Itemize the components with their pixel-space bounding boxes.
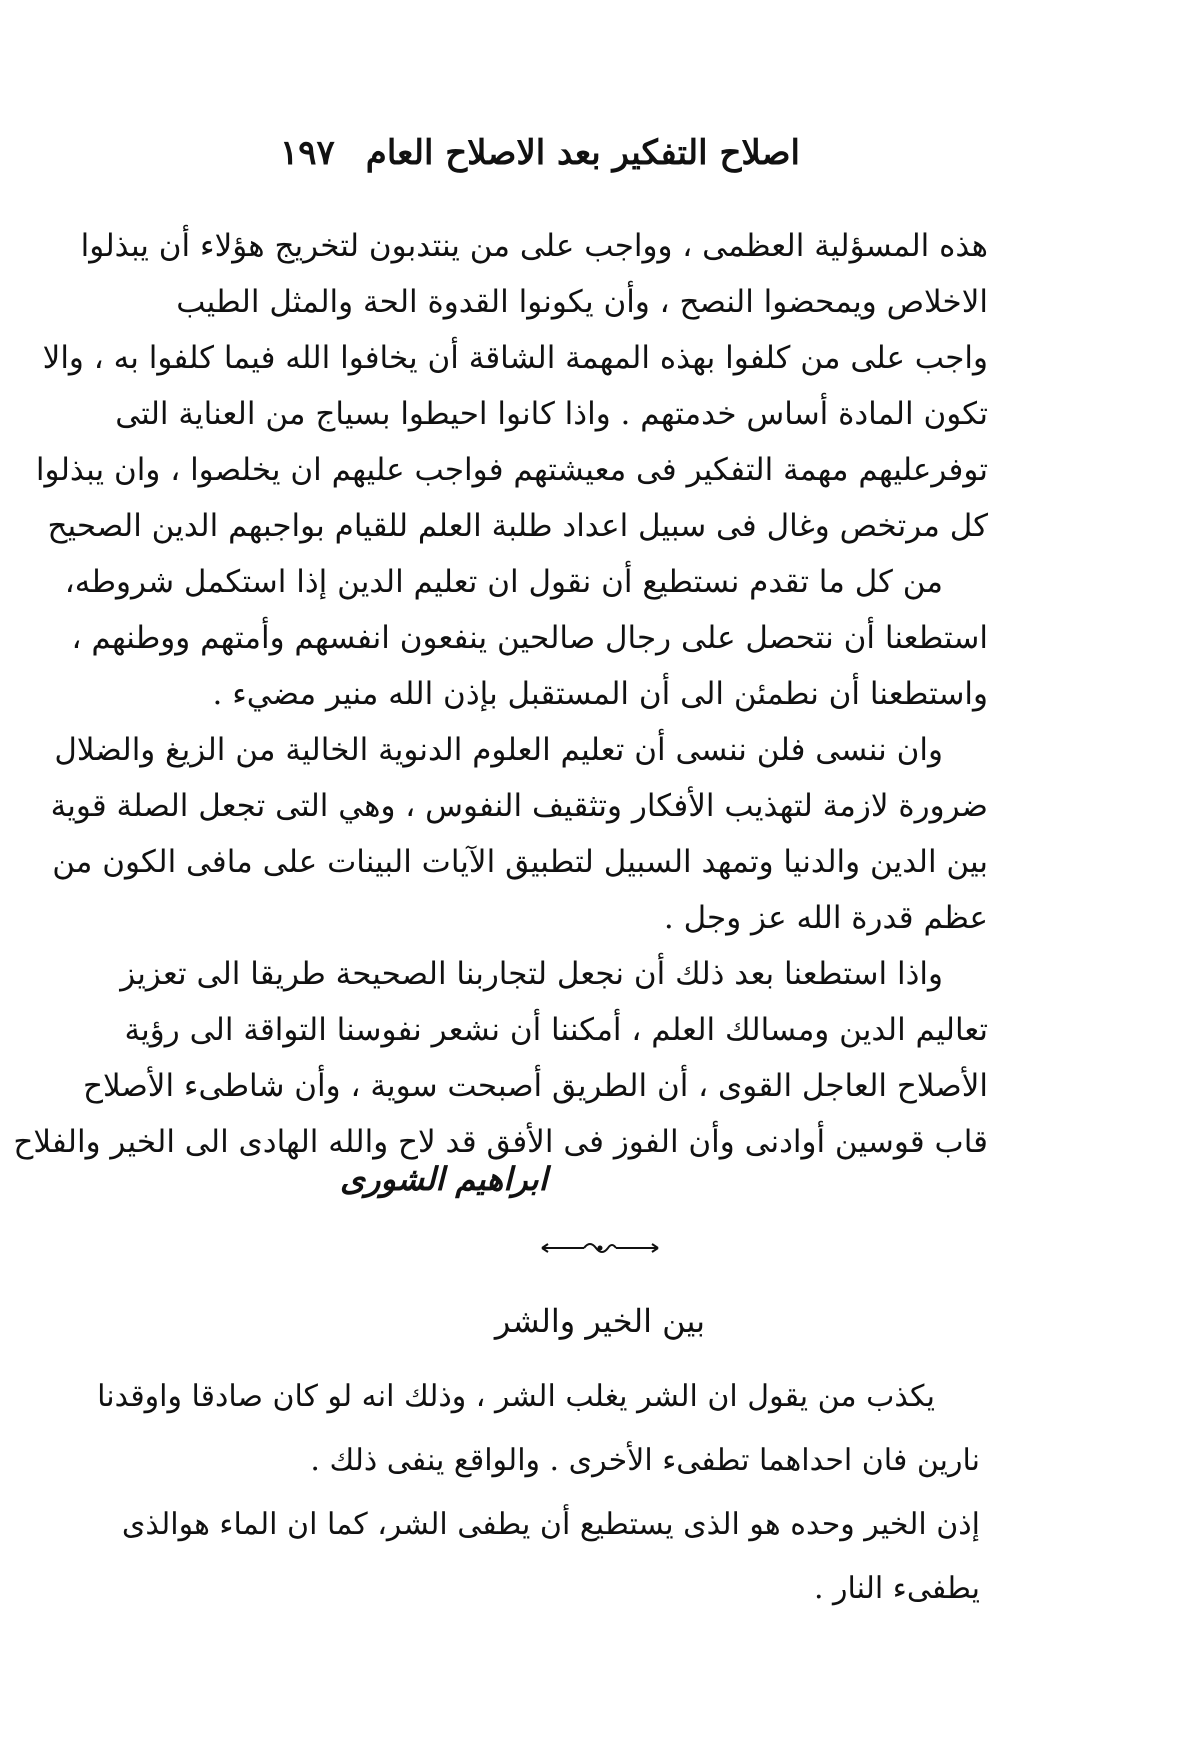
text-line: واستطعنا أن نطمئن الى أن المستقبل بإذن الله منير مضيء . bbox=[212, 676, 988, 712]
text-line: وان ننسى فلن ننسى أن تعليم العلوم الدنوية الخالية من الزيغ والضلال bbox=[54, 732, 943, 768]
section-body bbox=[97, 1365, 980, 1621]
text-line: الأصلاح العاجل القوى ، أن الطريق أصبحت سوية ، وأن شاطىء الأصلاح bbox=[82, 1068, 988, 1104]
text-line: واذا استطعنا بعد ذلك أن نجعل لتجاربنا الصحيحة طريقا الى تعزيز bbox=[120, 956, 943, 992]
running-header bbox=[280, 128, 800, 178]
author-signature: ابراهيم الشورى bbox=[340, 1160, 548, 1198]
text-line: عظم قدرة الله عز وجل . bbox=[663, 900, 988, 936]
text-line: قاب قوسين أوادنى وأن الفوز فى الأفق قد لاح والله الهادى الى الخير والفلاح bbox=[13, 1124, 988, 1160]
text-line: توفرعليهم مهمة التفكير فى معيشتهم فواجب عليهم ان يخلصوا ، وان يبذلوا bbox=[35, 452, 988, 488]
text-line: يكذب من يقول ان الشر يغلب الشر ، وذلك انه لو كان صادقا واوقدنا bbox=[97, 1379, 935, 1414]
text-line: كل مرتخص وغال فى سبيل اعداد طلبة العلم للقيام بواجبهم الدين الصحيح bbox=[47, 508, 988, 544]
text-line: تكون المادة أساس خدمتهم . واذا كانوا احيطوا بسياج من العناية التى bbox=[115, 396, 988, 432]
text-line: إذن الخير وحده هو الذى يستطيع أن يطفى الشر، كما ان الماء هوالذى bbox=[121, 1507, 980, 1542]
article-body bbox=[13, 218, 988, 1170]
text-line: من كل ما تقدم نستطيع أن نقول ان تعليم الدين إذا استكمل شروطه، bbox=[64, 564, 943, 600]
text-line: الاخلاص ويمحضوا النصح ، وأن يكونوا القدوة الحة والمثل الطيب bbox=[176, 284, 988, 320]
text-line: استطعنا أن نتحصل على رجال صالحين ينفعون انفسهم وأمتهم ووطنهم ، bbox=[71, 620, 988, 656]
running-title: اصلاح التفكير بعد الاصلاح العام bbox=[365, 133, 800, 173]
page-number: ١٩٧ bbox=[280, 133, 335, 173]
text-line: هذه المسؤلية العظمى ، وواجب على من ينتدبون لتخريج هؤلاء أن يبذلوا bbox=[80, 228, 988, 264]
section-title: بين الخير والشر bbox=[494, 1302, 706, 1340]
text-line: نارين فان احداهما تطفىء الأخرى . والواقع ينفى ذلك . bbox=[310, 1443, 980, 1478]
text-line: يطفىء النار . bbox=[813, 1571, 980, 1606]
text-line: بين الدين والدنيا وتمهد السبيل لتطبيق الآيات البينات على مافى الكون من bbox=[52, 844, 988, 880]
ornament-divider-icon bbox=[540, 1238, 660, 1258]
text-line: تعاليم الدين ومسالك العلم ، أمكننا أن نشعر نفوسنا التواقة الى رؤية bbox=[124, 1012, 988, 1048]
text-line: ضرورة لازمة لتهذيب الأفكار وتثقيف النفوس ، وهي التى تجعل الصلة قوية bbox=[50, 788, 988, 824]
text-line: واجب على من كلفوا بهذه المهمة الشاقة أن يخافوا الله فيما كلفوا به ، والا bbox=[42, 340, 988, 376]
